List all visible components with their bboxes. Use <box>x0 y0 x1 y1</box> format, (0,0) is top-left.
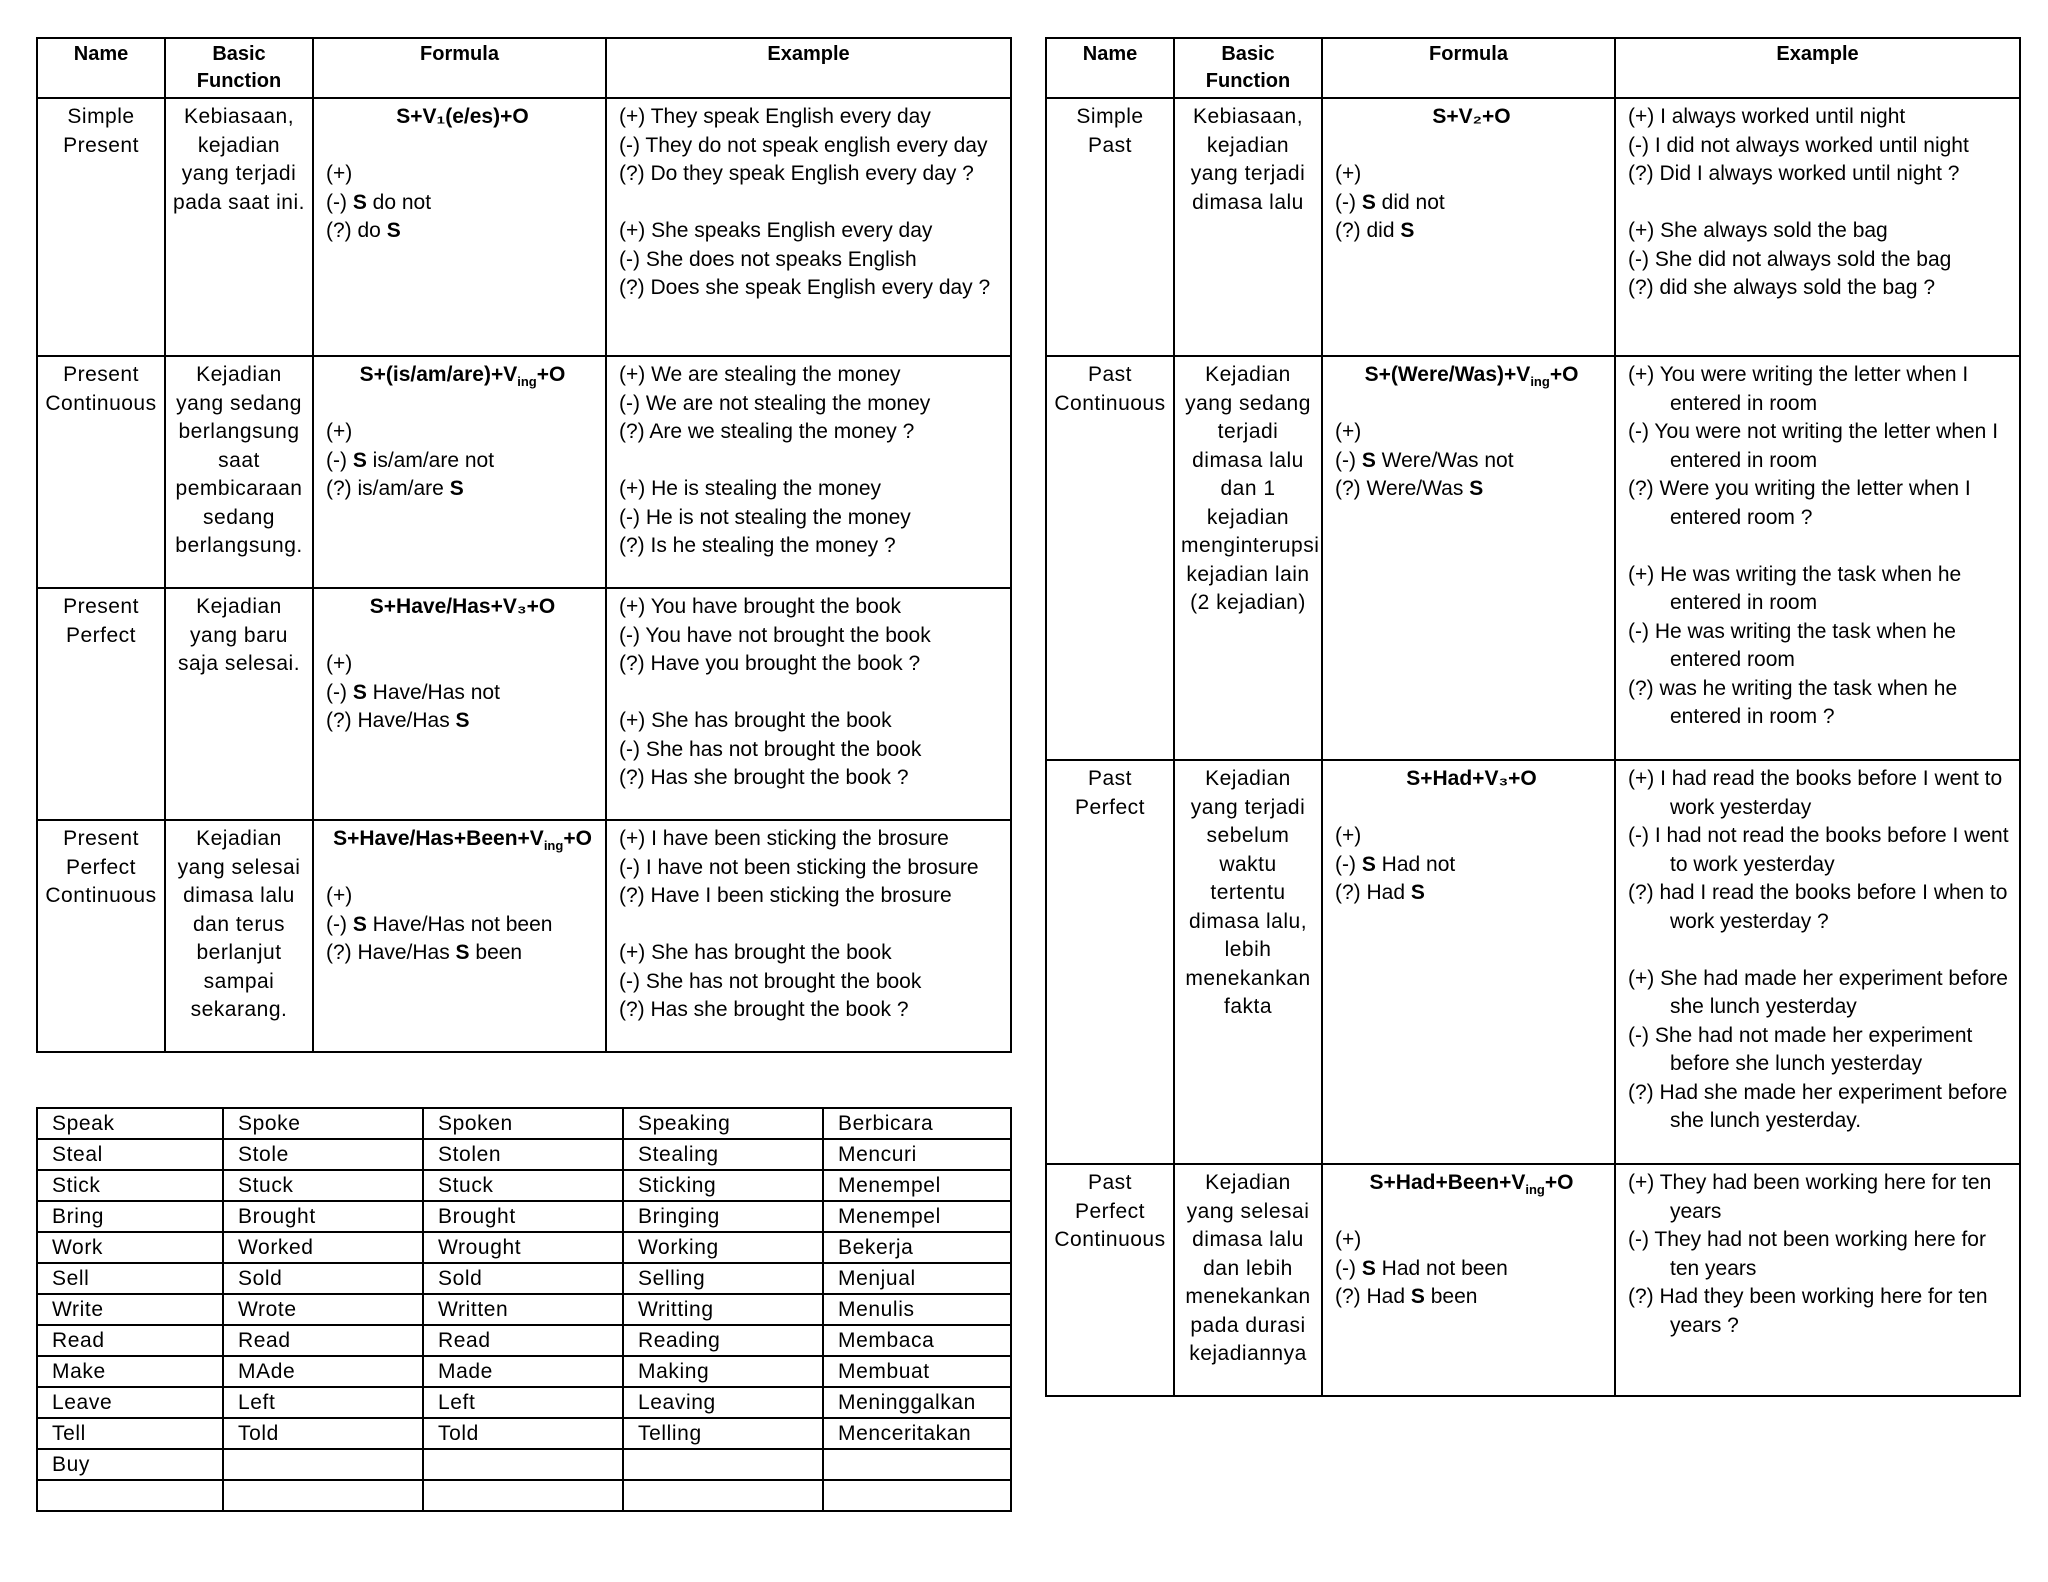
verb-cell: Menempel <box>823 1201 1011 1232</box>
verb-cell: Speak <box>37 1108 223 1139</box>
verb-cell: Spoke <box>223 1108 423 1139</box>
verb-cell: Bekerja <box>823 1232 1011 1263</box>
tense-name: Simple Present <box>37 98 165 356</box>
tense-name: Present Perfect Continuous <box>37 820 165 1052</box>
example-gap <box>1628 189 2013 218</box>
verb-cell <box>823 1449 1011 1480</box>
header-name: Name <box>1046 38 1174 98</box>
verb-cell: Steal <box>37 1139 223 1170</box>
example-sentence: (-) We are not stealing the money <box>619 391 931 415</box>
formula-main: $S+(Were/Was)+V_{ing}+O$ <box>1364 363 1579 390</box>
example-sentence: (?) had I read the books before I when to work yesterday ? <box>1628 881 2008 933</box>
tense-name: Past Continuous <box>1046 356 1174 760</box>
header-example: Example <box>1615 38 2020 98</box>
formula-line: (-) S is/am/are not <box>326 448 495 472</box>
verb-row <box>37 1294 1011 1325</box>
example-sentence: (-) I have not been sticking the brosure <box>619 855 979 879</box>
verb-cell: Spoken <box>423 1108 623 1139</box>
verb-cell: Brought <box>423 1201 623 1232</box>
example-sentence: (+) She speaks English every day <box>619 219 933 242</box>
tense-name: Present Continuous <box>37 356 165 588</box>
tense-function: Kejadian yang sedang terjadi dimasa lalu dan 1 kejadian menginterupsi kejadian lain (2 kejadian) <box>1174 356 1322 760</box>
verb-cell: Stole <box>223 1139 423 1170</box>
verb-cell: Meninggalkan <box>823 1387 1011 1418</box>
tense-formula <box>313 588 606 820</box>
verb-cell: Berbicara <box>823 1108 1011 1139</box>
tense-formula <box>1322 760 1615 1164</box>
example-sentence: (+) She had made her experiment before she lunch yesterday <box>1628 966 2008 1018</box>
example-sentence: (-) She has not brought the book <box>619 737 922 761</box>
verb-row <box>37 1201 1011 1232</box>
example-sentence: (?) Has she brought the book ? <box>619 998 909 1021</box>
verb-cell: Read <box>423 1325 623 1356</box>
header-name: Name <box>37 38 165 98</box>
formula-gap <box>1335 132 1608 161</box>
tense-row <box>1046 98 2020 356</box>
verb-cell: Membaca <box>823 1325 1011 1356</box>
tense-row <box>1046 1164 2020 1396</box>
formula-main: S+V₁(e/es)+O <box>396 105 529 128</box>
example-sentence: (+) She has brought the book <box>619 941 892 964</box>
subject-token: S <box>1410 1285 1425 1308</box>
tense-function: Kejadian yang baru saja selesai. <box>165 588 313 820</box>
example-gap <box>619 679 1004 708</box>
tense-formula <box>313 98 606 356</box>
tense-function: Kebiasaan, kejadian yang terjadi pada saat ini. <box>165 98 313 356</box>
subject-token: S <box>1410 881 1425 904</box>
verb-cell: Leaving <box>623 1387 823 1418</box>
subject-token: S <box>352 190 367 214</box>
formula-main: $S+(is/am/are)+V_{ing}+O$ <box>359 363 566 390</box>
subject-token: S <box>1361 852 1376 876</box>
verb-cell: Write <box>37 1294 223 1325</box>
verb-cell: Selling <box>623 1263 823 1294</box>
verb-cell: Telling <box>623 1418 823 1449</box>
formula-line: (+) <box>1335 824 1362 847</box>
tense-name: Past Perfect <box>1046 760 1174 1164</box>
verb-cell: Making <box>623 1356 823 1387</box>
tense-examples <box>606 820 1011 1052</box>
verb-cell: Bringing <box>623 1201 823 1232</box>
verb-cell <box>223 1449 423 1480</box>
verb-cell: Reading <box>623 1325 823 1356</box>
verb-row <box>37 1449 1011 1480</box>
formula-main: S+Have/Has+V₃+O <box>369 595 556 618</box>
verb-cell: Membuat <box>823 1356 1011 1387</box>
verb-row <box>37 1108 1011 1139</box>
verb-row <box>37 1170 1011 1201</box>
formula-gap <box>1335 390 1608 419</box>
example-sentence: (?) Did I always worked until night ? <box>1628 162 1960 185</box>
verb-cell: Sell <box>37 1263 223 1294</box>
formula-main: $S+Had+Been+V_{ing}+O$ <box>1369 1171 1574 1198</box>
example-sentence: (+) He was writing the task when he entered in room <box>1628 562 1962 614</box>
formula-line: (?) did S <box>1335 219 1415 242</box>
example-sentence: (-) I did not always worked until night <box>1628 133 1969 157</box>
verb-row <box>37 1480 1011 1511</box>
header-example: Example <box>606 38 1011 98</box>
example-sentence: (+) She always sold the bag <box>1628 219 1888 242</box>
verb-cell: Stuck <box>423 1170 623 1201</box>
verb-cell: Made <box>423 1356 623 1387</box>
present-tenses-table <box>36 37 1012 1053</box>
subject-token: S <box>352 912 367 936</box>
verb-row <box>37 1387 1011 1418</box>
example-sentence: (-) He was writing the task when he entered room <box>1628 619 1956 671</box>
tense-name: Simple Past <box>1046 98 1174 356</box>
verb-cell: Sold <box>223 1263 423 1294</box>
example-sentence: (?) Is he stealing the money ? <box>619 534 896 557</box>
formula-main: S+Had+V₃+O <box>1406 767 1537 790</box>
verb-cell: Menceritakan <box>823 1418 1011 1449</box>
formula-line: (?) Have/Has S been <box>326 941 523 964</box>
formula-line: (+) <box>326 420 353 443</box>
verb-cell: Work <box>37 1232 223 1263</box>
formula-line: (-) S Have/Has not <box>326 680 500 704</box>
example-sentence: (-) She does not speaks English <box>619 247 917 271</box>
tense-examples <box>606 588 1011 820</box>
header-function: Basic Function <box>1174 38 1322 98</box>
tense-row <box>37 356 1011 588</box>
verb-row <box>37 1263 1011 1294</box>
verb-cell: Stick <box>37 1170 223 1201</box>
formula-gap <box>1335 1198 1608 1227</box>
verb-cell: Working <box>623 1232 823 1263</box>
example-sentence: (?) Had they been working here for ten years ? <box>1628 1285 1988 1337</box>
subject-token: S <box>1361 1256 1376 1280</box>
example-gap <box>1628 532 2013 561</box>
example-sentence: (-) He is not stealing the money <box>619 505 911 529</box>
example-gap <box>619 447 1004 476</box>
header-formula: Formula <box>1322 38 1615 98</box>
verb-cell: Buy <box>37 1449 223 1480</box>
verb-forms-table <box>36 1107 1012 1512</box>
verb-cell: Left <box>223 1387 423 1418</box>
verb-cell: Make <box>37 1356 223 1387</box>
verb-cell <box>623 1449 823 1480</box>
example-sentence: (+) You were writing the letter when I entered in room <box>1628 363 1969 415</box>
example-sentence: (-) I had not read the books before I went to work yesterday <box>1628 824 2009 876</box>
past-tenses-table <box>1045 37 2021 1397</box>
tense-row <box>1046 356 2020 760</box>
subject-token: S <box>1400 219 1415 242</box>
example-sentence: (?) Has she brought the book ? <box>619 766 909 789</box>
tense-examples <box>606 98 1011 356</box>
verb-row <box>37 1325 1011 1356</box>
tense-name: Present Perfect <box>37 588 165 820</box>
example-sentence: (?) Have you brought the book ? <box>619 652 921 675</box>
tense-row <box>37 98 1011 356</box>
tense-formula <box>1322 98 1615 356</box>
verb-cell <box>423 1449 623 1480</box>
example-sentence: (+) I had read the books before I went to work yesterday <box>1628 767 2003 819</box>
verb-cell: Leave <box>37 1387 223 1418</box>
verb-cell: Stolen <box>423 1139 623 1170</box>
tense-row <box>37 588 1011 820</box>
formula-line: (?) Have/Has S <box>326 709 470 732</box>
example-sentence: (+) I have been sticking the brosure <box>619 827 949 850</box>
example-sentence: (?) Do they speak English every day ? <box>619 162 974 185</box>
verb-cell: Stuck <box>223 1170 423 1201</box>
formula-line: (-) S do not <box>326 190 432 214</box>
tense-examples <box>1615 760 2020 1164</box>
verb-cell <box>823 1480 1011 1511</box>
formula-gap <box>326 132 599 161</box>
formula-line: (-) S Had not <box>1335 852 1456 876</box>
verb-cell <box>37 1480 223 1511</box>
verb-row <box>37 1356 1011 1387</box>
tense-examples <box>606 356 1011 588</box>
verb-cell: Read <box>37 1325 223 1356</box>
formula-gap <box>326 854 599 883</box>
example-sentence: (-) They had not been working here for ten years <box>1628 1228 1986 1280</box>
example-sentence: (?) Had she made her experiment before she lunch yesterday. <box>1628 1080 2008 1132</box>
formula-line: (+) <box>326 884 353 907</box>
tense-function: Kejadian yang selesai dimasa lalu dan lebih menekankan pada durasi kejadiannya <box>1174 1164 1322 1396</box>
verb-cell: Worked <box>223 1232 423 1263</box>
table-header-row <box>1046 38 2020 98</box>
formula-line: (+) <box>1335 162 1362 185</box>
example-sentence: (+) You have brought the book <box>619 595 901 618</box>
formula-line: (-) S Had not been <box>1335 1256 1508 1280</box>
verb-cell: Bring <box>37 1201 223 1232</box>
subject-token: S <box>1361 190 1376 214</box>
tense-formula <box>313 356 606 588</box>
formula-line: (+) <box>1335 1228 1362 1251</box>
example-sentence: (?) Have I been sticking the brosure <box>619 884 952 907</box>
subject-token: S <box>449 477 464 500</box>
verb-cell: Speaking <box>623 1108 823 1139</box>
verb-cell: Read <box>223 1325 423 1356</box>
formula-line: (+) <box>1335 420 1362 443</box>
verb-cell: Written <box>423 1294 623 1325</box>
subject-token: S <box>352 448 367 472</box>
example-sentence: (?) was he writing the task when he entered in room ? <box>1628 676 1958 728</box>
verb-row <box>37 1232 1011 1263</box>
formula-gap <box>326 622 599 651</box>
verb-cell: Stealing <box>623 1139 823 1170</box>
header-formula: Formula <box>313 38 606 98</box>
example-sentence: (?) Does she speak English every day ? <box>619 276 991 299</box>
verb-cell: Writting <box>623 1294 823 1325</box>
verb-cell: Wrought <box>423 1232 623 1263</box>
example-sentence: (-) You have not brought the book <box>619 623 931 647</box>
formula-line: (?) is/am/are S <box>326 477 464 500</box>
verb-cell: Menulis <box>823 1294 1011 1325</box>
table-header-row <box>37 38 1011 98</box>
verb-cell <box>623 1480 823 1511</box>
tense-formula <box>1322 356 1615 760</box>
example-sentence: (?) Are we stealing the money ? <box>619 420 915 443</box>
tense-name: Past Perfect Continuous <box>1046 1164 1174 1396</box>
tense-row <box>37 820 1011 1052</box>
example-sentence: (-) You were not writing the letter when I entered in room <box>1628 420 1999 472</box>
formula-line: (?) do S <box>326 219 401 242</box>
verb-cell: Told <box>223 1418 423 1449</box>
tense-function: Kejadian yang selesai dimasa lalu dan terus berlanjut sampai sekarang. <box>165 820 313 1052</box>
formula-main: S+V₂+O <box>1432 105 1511 128</box>
verb-cell: Tell <box>37 1418 223 1449</box>
tense-function: Kebiasaan, kejadian yang terjadi dimasa lalu <box>1174 98 1322 356</box>
formula-line: (?) Were/Was S <box>1335 477 1484 500</box>
example-gap <box>619 911 1004 940</box>
verb-cell: Sticking <box>623 1170 823 1201</box>
formula-line: (+) <box>326 652 353 675</box>
example-sentence: (-) She has not brought the book <box>619 969 922 993</box>
subject-token: S <box>455 709 470 732</box>
example-sentence: (-) She did not always sold the bag <box>1628 247 1952 271</box>
example-sentence: (?) did she always sold the bag ? <box>1628 276 1936 299</box>
tense-examples <box>1615 1164 2020 1396</box>
verb-cell: Sold <box>423 1263 623 1294</box>
formula-line: (-) S did not <box>1335 190 1445 214</box>
header-function: Basic Function <box>165 38 313 98</box>
verb-cell: MAde <box>223 1356 423 1387</box>
tense-row <box>1046 760 2020 1164</box>
tense-examples <box>1615 356 2020 760</box>
example-sentence: (-) They do not speak english every day <box>619 133 988 157</box>
example-sentence: (+) They had been working here for ten years <box>1628 1171 1992 1223</box>
subject-token: S <box>386 219 401 242</box>
example-sentence: (?) Were you writing the letter when I entered room ? <box>1628 477 1971 529</box>
subject-token: S <box>352 680 367 704</box>
example-sentence: (+) We are stealing the money <box>619 363 901 386</box>
verb-cell: Menempel <box>823 1170 1011 1201</box>
example-gap <box>1628 936 2013 965</box>
verb-cell: Left <box>423 1387 623 1418</box>
formula-line: (?) Had S <box>1335 881 1425 904</box>
subject-token: S <box>1469 477 1484 500</box>
example-gap <box>619 189 1004 218</box>
subject-token: S <box>1361 448 1376 472</box>
formula-line: (-) S Were/Was not <box>1335 448 1514 472</box>
verb-cell: Menjual <box>823 1263 1011 1294</box>
verb-row <box>37 1139 1011 1170</box>
verb-cell <box>423 1480 623 1511</box>
tense-function: Kejadian yang sedang berlangsung saat pembicaraan sedang berlangsung. <box>165 356 313 588</box>
example-sentence: (+) They speak English every day <box>619 105 931 128</box>
formula-line: (?) Had S been <box>1335 1285 1478 1308</box>
formula-line: (-) S Have/Has not been <box>326 912 553 936</box>
example-sentence: (+) I always worked until night <box>1628 105 1906 128</box>
formula-gap <box>1335 794 1608 823</box>
tense-function: Kejadian yang terjadi sebelum waktu tertentu dimasa lalu, lebih menekankan fakta <box>1174 760 1322 1164</box>
formula-main: $S+Have/Has+Been+V_{ing}+O$ <box>333 827 592 854</box>
verb-cell: Brought <box>223 1201 423 1232</box>
verb-cell: Told <box>423 1418 623 1449</box>
tense-formula <box>313 820 606 1052</box>
example-sentence: (-) She had not made her experiment before she lunch yesterday <box>1628 1023 1973 1075</box>
tense-examples <box>1615 98 2020 356</box>
formula-gap <box>326 390 599 419</box>
formula-line: (+) <box>326 162 353 185</box>
subject-token: S <box>455 941 470 964</box>
verb-cell: Mencuri <box>823 1139 1011 1170</box>
verb-cell <box>223 1480 423 1511</box>
example-sentence: (+) He is stealing the money <box>619 477 882 500</box>
tense-formula <box>1322 1164 1615 1396</box>
verb-row <box>37 1418 1011 1449</box>
verb-cell: Wrote <box>223 1294 423 1325</box>
example-sentence: (+) She has brought the book <box>619 709 892 732</box>
